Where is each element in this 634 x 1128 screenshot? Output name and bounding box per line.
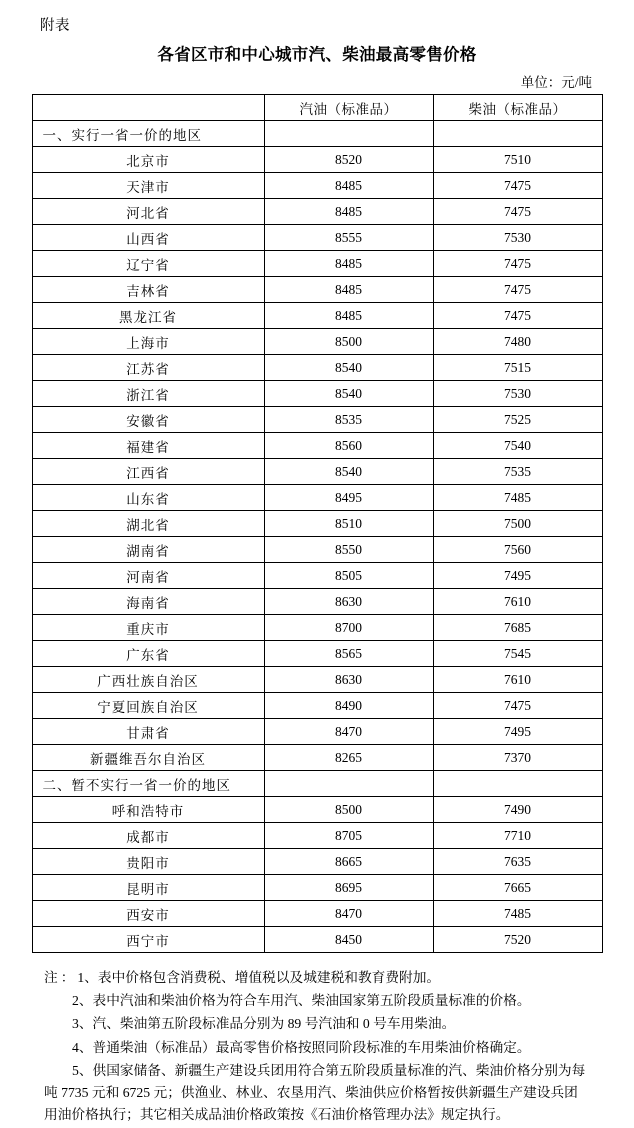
gasoline-price: 8520 [264,147,433,173]
gasoline-price: 8470 [264,901,433,927]
diesel-price: 7685 [433,615,602,641]
notes-section [44,967,590,1126]
notes-label: 注： [44,970,78,985]
section-label: 一、实行一省一价的地区 [32,121,264,147]
region-label: 辽宁省 [32,251,264,277]
table-row [32,303,602,329]
gasoline-price: 8485 [264,199,433,225]
table-row [32,355,602,381]
region-label: 上海市 [32,329,264,355]
region-label: 海南省 [32,589,264,615]
region-label: 重庆市 [32,615,264,641]
table-row [32,537,602,563]
region-label: 福建省 [32,433,264,459]
table-row [32,433,602,459]
gasoline-price: 8630 [264,667,433,693]
region-label: 江苏省 [32,355,264,381]
region-label: 河南省 [32,563,264,589]
diesel-price: 7370 [433,745,602,771]
gasoline-price: 8485 [264,251,433,277]
table-row [32,277,602,303]
diesel-price: 7520 [433,927,602,953]
region-label: 天津市 [32,173,264,199]
diesel-price: 7515 [433,355,602,381]
region-label: 黑龙江省 [32,303,264,329]
section-blank-diesel [433,121,602,147]
diesel-price: 7475 [433,199,602,225]
section-blank-gasoline [264,771,433,797]
table-header-row [32,95,602,121]
gasoline-price: 8665 [264,849,433,875]
region-label: 河北省 [32,199,264,225]
diesel-price: 7495 [433,563,602,589]
unit-label: 单位：元/吨 [520,75,592,90]
gasoline-price: 8500 [264,797,433,823]
gasoline-price: 8265 [264,745,433,771]
diesel-price: 7510 [433,147,602,173]
gasoline-price: 8505 [264,563,433,589]
diesel-price: 7545 [433,641,602,667]
note-row-3: 3、汽、柴油第五阶段标准品分别为 89 号汽油和 0 号车用柴油。 [72,1016,456,1032]
table-row [32,667,602,693]
diesel-price: 7560 [433,537,602,563]
region-label: 西安市 [32,901,264,927]
diesel-price: 7475 [433,277,602,303]
note-row-4: 4、普通柴油（标准品）最高零售价格按照同阶段标准的车用柴油价格确定。 [72,1039,531,1055]
table-row [32,927,602,953]
region-label: 安徽省 [32,407,264,433]
region-label: 山东省 [32,485,264,511]
page-title: 各省区市和中心城市汽、柴油最高零售价格 [157,45,477,64]
gasoline-price: 8560 [264,433,433,459]
region-label: 吉林省 [32,277,264,303]
table-row [32,563,602,589]
diesel-price: 7665 [433,875,602,901]
region-label: 广西壮族自治区 [32,667,264,693]
table-row [32,485,602,511]
gasoline-price: 8495 [264,485,433,511]
table-row [32,407,602,433]
diesel-price: 7490 [433,797,602,823]
gasoline-price: 8540 [264,459,433,485]
table-row [32,641,602,667]
diesel-price: 7540 [433,433,602,459]
gasoline-price: 8700 [264,615,433,641]
note-row-1 [44,967,590,989]
diesel-price: 7475 [433,303,602,329]
diesel-price: 7635 [433,849,602,875]
price-table [32,94,603,953]
region-label: 贵阳市 [32,849,264,875]
table-row [32,875,602,901]
region-label: 西宁市 [32,927,264,953]
table-row [32,381,602,407]
gasoline-price: 8485 [264,277,433,303]
diesel-price: 7485 [433,901,602,927]
attachment-label: 附表 [40,18,70,34]
region-label: 新疆维吾尔自治区 [32,745,264,771]
diesel-price: 7495 [433,719,602,745]
diesel-price: 7610 [433,667,602,693]
diesel-price: 7475 [433,173,602,199]
table-row [32,173,602,199]
table-row [32,459,602,485]
region-label: 湖南省 [32,537,264,563]
column-header-gasoline: 汽油（标准品） [264,95,433,121]
region-label: 宁夏回族自治区 [32,693,264,719]
gasoline-price: 8485 [264,173,433,199]
gasoline-price: 8510 [264,511,433,537]
gasoline-price: 8535 [264,407,433,433]
diesel-price: 7610 [433,589,602,615]
diesel-price: 7485 [433,485,602,511]
diesel-price: 7500 [433,511,602,537]
table-row [32,251,602,277]
region-label: 北京市 [32,147,264,173]
gasoline-price: 8695 [264,875,433,901]
table-row [32,615,602,641]
diesel-price: 7535 [433,459,602,485]
gasoline-price: 8630 [264,589,433,615]
region-label: 浙江省 [32,381,264,407]
table-row [32,719,602,745]
region-label: 呼和浩特市 [32,797,264,823]
gasoline-price: 8500 [264,329,433,355]
region-label: 江西省 [32,459,264,485]
table-row [32,823,602,849]
gasoline-price: 8540 [264,355,433,381]
table-row [32,147,602,173]
gasoline-price: 8450 [264,927,433,953]
note-text-1: 1、表中价格包含消费税、增值税以及城建税和教育费附加。 [77,970,441,985]
diesel-price: 7475 [433,251,602,277]
gasoline-price: 8550 [264,537,433,563]
table-row [32,693,602,719]
gasoline-price: 8565 [264,641,433,667]
region-label: 成都市 [32,823,264,849]
diesel-price: 7530 [433,381,602,407]
region-label: 广东省 [32,641,264,667]
table-row [32,225,602,251]
gasoline-price: 8555 [264,225,433,251]
gasoline-price: 8490 [264,693,433,719]
region-label: 甘肃省 [32,719,264,745]
table-row [32,745,602,771]
region-label: 山西省 [32,225,264,251]
note-row-2: 2、表中汽油和柴油价格为符合车用汽、柴油国家第五阶段质量标准的价格。 [72,993,531,1009]
table-row [32,849,602,875]
diesel-price: 7480 [433,329,602,355]
table-section-row [32,121,602,147]
diesel-price: 7525 [433,407,602,433]
table-row [32,329,602,355]
table-row [32,199,602,225]
table-row [32,511,602,537]
section-label: 二、暂不实行一省一价的地区 [32,771,264,797]
diesel-price: 7475 [433,693,602,719]
region-label: 昆明市 [32,875,264,901]
gasoline-price: 8485 [264,303,433,329]
table-row [32,589,602,615]
table-section-row [32,771,602,797]
gasoline-price: 8540 [264,381,433,407]
diesel-price: 7530 [433,225,602,251]
section-blank-diesel [433,771,602,797]
diesel-price: 7710 [433,823,602,849]
region-label: 湖北省 [32,511,264,537]
gasoline-price: 8470 [264,719,433,745]
table-row [32,901,602,927]
gasoline-price: 8705 [264,823,433,849]
column-header-diesel: 柴油（标准品） [433,95,602,121]
table-row [32,797,602,823]
column-header-region [32,95,264,121]
section-blank-gasoline [264,121,433,147]
note-row-5: 5、供国家储备、新疆生产建设兵团用符合第五阶段质量标准的汽、柴油价格分别为每吨 7735 元和 6725 元；供渔业、林业、农垦用汽、柴油供应价格暂按供新疆生产建设兵团用油价格执行；其它相关成品油价格政策按《石油价格管理办法》规定执行。 [44,1062,586,1123]
